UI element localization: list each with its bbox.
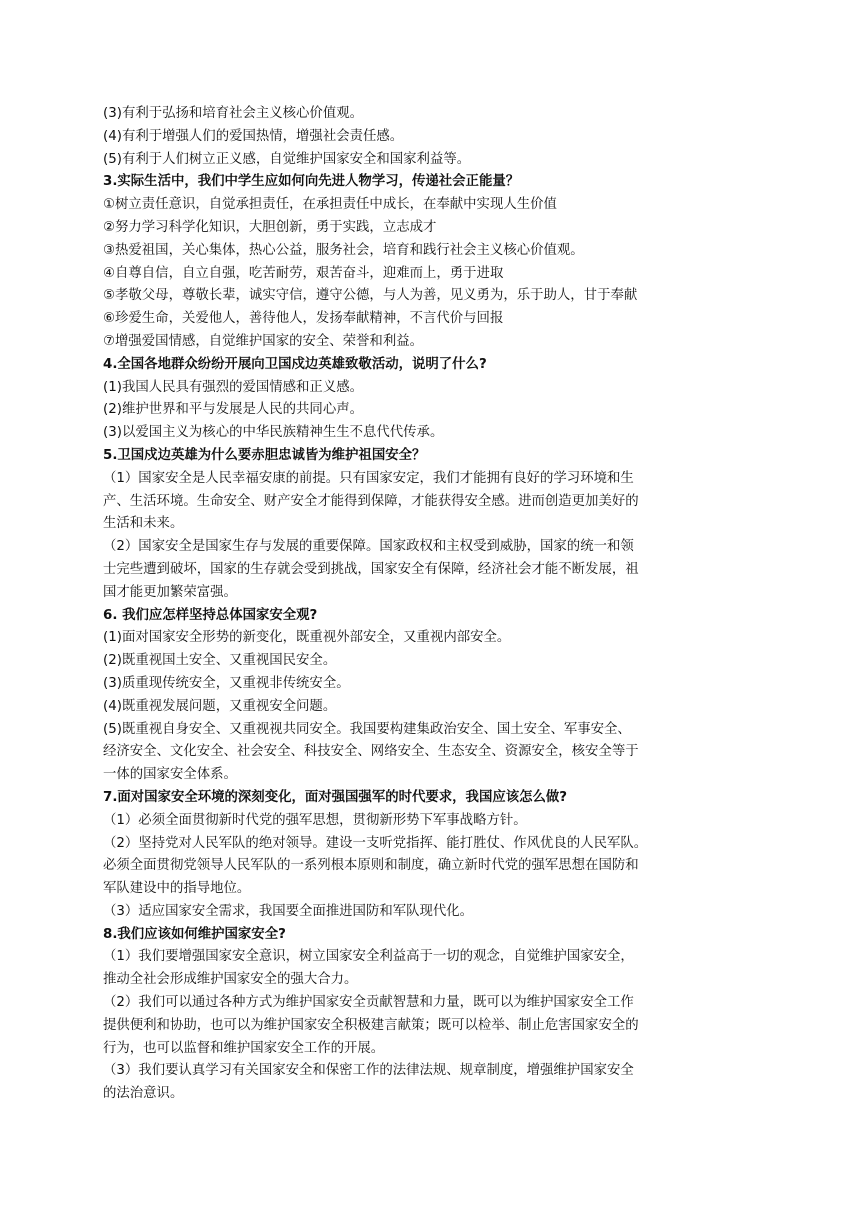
question-7 [103, 787, 743, 924]
question-heading: 7.面对国家安全环境的深刻变化，面对强国强军的时代要求，我国应该怎么做? [103, 789, 568, 805]
question-heading: 3.实际生活中，我们中学生应如何向先进人物学习，传递社会正能量？ [103, 174, 520, 190]
list-item: (2)维护世界和平与发展是人民的共同心声。 [103, 402, 363, 418]
paragraph-line: （1）必须全面贯彻新时代党的强军思想，贯彻新形势下军事战略方针。 [103, 812, 527, 828]
question-heading: 6. 我们应怎样坚持总体国家安全观? [103, 607, 318, 623]
paragraph-line: （2）国家安全是国家生存与发展的重要保障。国家政权和主权受到威胁，国家的统一和领 [103, 539, 634, 555]
paragraph-line: 军队建设中的指导地位。 [103, 881, 251, 897]
paragraph-line: （1）我们要增强国家安全意识，树立国家安全利益高于一切的观念，自觉维护国家安全， [103, 949, 634, 965]
paragraph-line: 士完些遭到破坏，国家的生存就会受到挑战，国家安全有保障，经济社会才能不断发展，祖 [103, 561, 639, 577]
paragraph-line: 必须全面贯彻党领导人民军队的一系列根本原则和制度，确立新时代党的强军思想在国防和 [103, 858, 639, 874]
answer-paragraph [103, 536, 743, 604]
paragraph-line: 推动全社会形成维护国家安全的强大合力。 [103, 972, 358, 988]
list-item: ⑤孝敬父母，尊敬长辈，诚实守信，遵守公德，与人为善，见义勇为，乐于助人，甘于奉献 [103, 288, 638, 304]
paragraph-line: 行为，也可以监督和维护国家安全工作的开展。 [103, 1040, 385, 1056]
paragraph-line: （1）国家安全是人民幸福安康的前提。只有国家安定，我们才能拥有良好的学习环境和生 [103, 470, 634, 486]
section-2-tail [103, 103, 743, 171]
list-item: (4)既重视发展问题，又重视安全问题。 [103, 698, 337, 714]
answer-paragraph [103, 833, 743, 901]
list-item: (3)有利于弘扬和培育社会主义核心价值观。 [103, 106, 363, 121]
paragraph-line: （3）适应国家安全需求，我国要全面推进国防和军队现代化。 [103, 903, 474, 919]
list-item: (4)有利于增强人们的爱国热情，增强社会责任感。 [103, 128, 404, 144]
list-item: (3)以爱国主义为核心的中华民族精神生生不息代代传承。 [103, 425, 444, 441]
list-item: (1)我国人民具有强烈的爱国情感和正义感。 [103, 379, 363, 395]
answer-paragraph [103, 1060, 743, 1106]
answer-paragraph [103, 810, 743, 833]
paragraph-line: （2）坚持党对人民军队的绝对领导。建设一支听党指挥、能打胜仗、作风优良的人民军队。 [103, 835, 648, 851]
list-item: (3)质重现传统安全，又重视非传统安全。 [103, 675, 350, 691]
question-8 [103, 924, 743, 1106]
paragraph-line: (5)既重视自身安全、又重视视共同安全。我国要构建集政治安全、国土安全、军事安全、 [103, 721, 631, 737]
answer-paragraph [103, 468, 743, 536]
list-item: ④自尊自信，自立自强，吃苦耐劳，艰苦奋斗，迎难而上，勇于进取 [103, 265, 504, 281]
paragraph-line: 生活和未来。 [103, 516, 184, 532]
paragraph-line: 经济安全、文化安全、社会安全、科技安全、网络安全、生态安全、资源安全，核安全等于 [103, 744, 639, 760]
list-item: ③热爱祖国，关心集体，热心公益，服务社会，培育和践行社会主义核心价值观。 [103, 242, 584, 258]
list-item: (5)有利于人们树立正义感，自觉维护国家安全和国家利益等。 [103, 151, 471, 167]
question-4 [103, 354, 743, 445]
list-item: ⑥珍爱生命，关爱他人，善待他人，发扬奉献精神，不言代价与回报 [103, 311, 504, 327]
list-item: (1)面对国家安全形势的新变化，既重视外部安全，又重视内部安全。 [103, 630, 511, 646]
question-heading: 8.我们应该如何维护国家安全? [103, 926, 286, 942]
paragraph-line: 的法治意识。 [103, 1086, 184, 1102]
answer-paragraph [103, 992, 743, 1060]
paragraph-line: 一体的国家安全体系。 [103, 767, 237, 783]
list-item: ①树立责任意识，自觉承担责任，在承担责任中成长，在奉献中实现人生价值 [103, 197, 557, 213]
paragraph-line: 国才能更加繁荣富强。 [103, 584, 237, 600]
paragraph-line: （2）我们可以通过各种方式为维护国家安全贡献智慧和力量，既可以为维护国家安全工作 [103, 995, 634, 1011]
list-item: (2)既重视国土安全、又重视国民安全。 [103, 653, 337, 669]
paragraph-line: 提供便利和协助，也可以为维护国家安全积极建言献策；既可以检举、制止危害国家安全的 [103, 1017, 639, 1033]
document-page [103, 103, 743, 1106]
question-3 [103, 171, 743, 353]
question-heading: 5.卫国戍边英雄为什么要赤胆忠诚皆为维护祖国安全？ [103, 447, 426, 463]
answer-paragraph [103, 946, 743, 992]
paragraph-line: （3）我们要认真学习有关国家安全和保密工作的法律法规、规章制度，增强维护国家安全 [103, 1063, 634, 1079]
answer-paragraph [103, 901, 743, 924]
list-item: ②努力学习科学化知识，大胆创新，勇于实践，立志成才 [103, 219, 437, 235]
list-item: ⑦增强爱国情感，自觉维护国家的安全、荣誉和利益。 [103, 333, 423, 349]
question-6 [103, 605, 743, 787]
paragraph-line: 产、生活环境。生命安全、财产安全才能得到保障，才能获得安全感。进而创造更加美好的 [103, 493, 639, 509]
question-heading: 4.全国各地群众纷纷开展向卫国戍边英雄致敬活动，说明了什么? [103, 356, 487, 372]
list-item [103, 719, 743, 787]
question-5 [103, 445, 743, 605]
